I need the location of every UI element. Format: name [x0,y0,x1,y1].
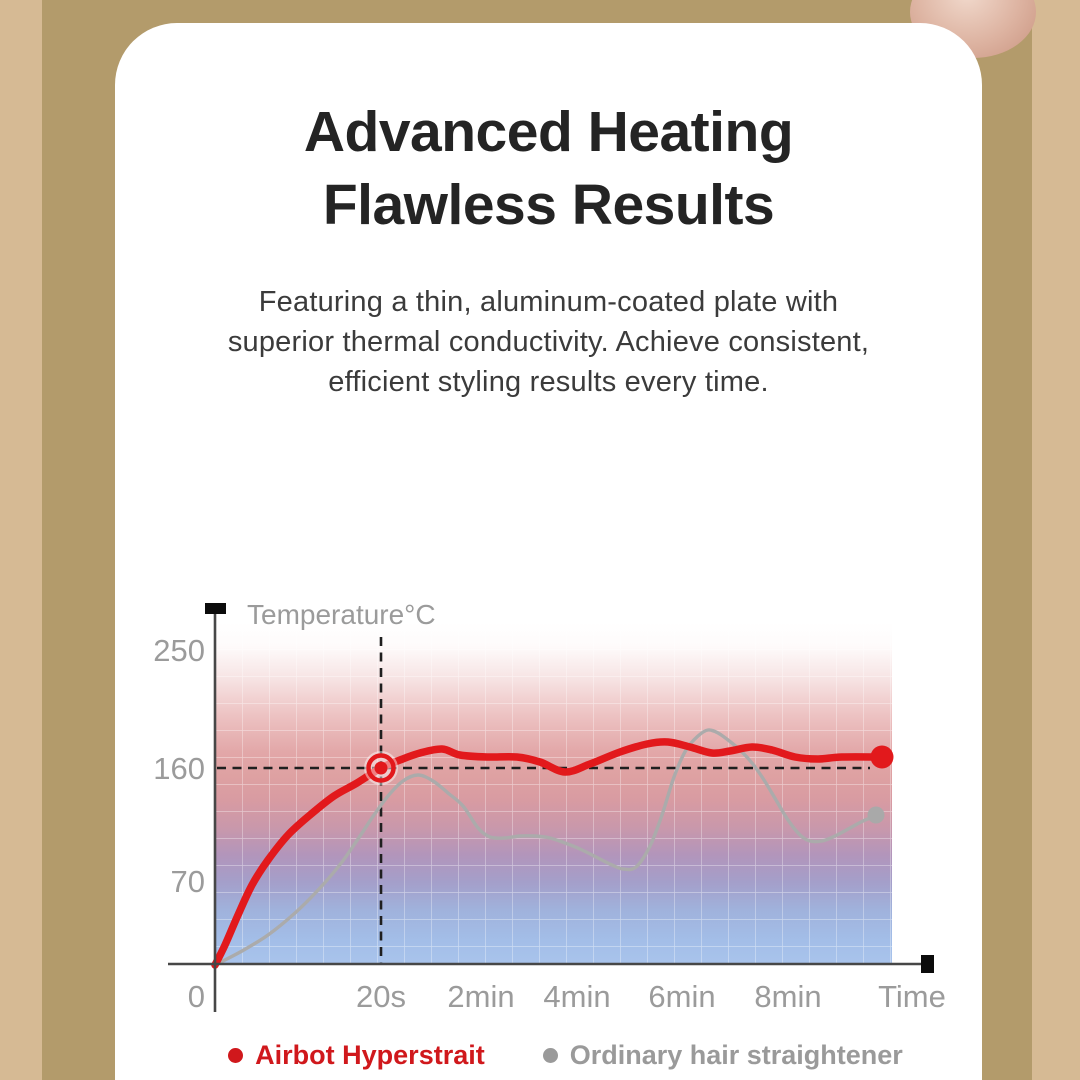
x-tick-8min: 8min [754,979,822,1014]
y-axis-end-marker [205,603,226,614]
y-tick-160: 160 [153,751,205,786]
plot-gridlines [215,622,892,965]
y-tick-70: 70 [170,864,205,899]
highlight-point-dot [375,762,388,775]
x-axis-label-time: Time [878,979,946,1014]
legend-item-ordinary [543,1040,903,1071]
x-tick-2min: 2min [447,979,515,1014]
x-tick-6min: 6min [648,979,716,1014]
legend-dot-gray-icon [543,1048,558,1063]
chart-title: Temperature°C [247,599,436,630]
page-subtitle-line1: Featuring a thin, aluminum-coated plate with [258,286,839,318]
page-title-line1: Advanced Heating [303,100,794,164]
x-tick-4min: 4min [543,979,611,1014]
page-subtitle-line2: superior thermal conductivity. Achieve consistent, [227,326,870,359]
legend-label-airbot: Airbot Hyperstrait [255,1040,485,1070]
x-tick-20s: 20s [356,979,406,1014]
chart-legend [115,1040,982,1071]
y-tick-250: 250 [153,633,205,668]
page-subtitle-line3: efficient styling results every time. [328,366,769,399]
origin-tick-0: 0 [187,979,205,1014]
legend-item-airbot [228,1040,485,1071]
legend-dot-red-icon [228,1048,243,1063]
airbot-line-end-dot [871,746,894,769]
legend-label-ordinary: Ordinary hair straightener [569,1040,903,1070]
x-axis-end-marker [921,955,934,973]
page-title-line2: Flawless Results [322,172,775,237]
ordinary-line-end-dot [868,807,885,824]
